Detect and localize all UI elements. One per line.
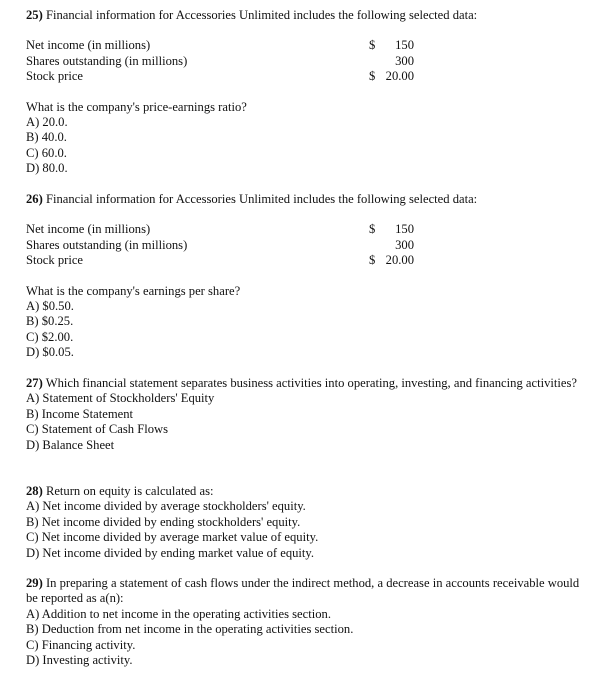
row-value: 150 — [395, 222, 414, 237]
table-row — [26, 238, 582, 253]
row-label: Net income (in millions) — [26, 38, 151, 53]
answer-option: B) $0.25. — [26, 314, 74, 329]
answer-option: A) Statement of Stockholders' Equity — [26, 391, 215, 406]
question-28-options — [26, 499, 582, 561]
question-27-options — [26, 391, 582, 453]
question-27-text: Which financial statement separates business activities into operating, investing, and financing activities? — [42, 376, 577, 390]
question-26-prompt: What is the company's earnings per share? — [26, 283, 241, 298]
question-26-number: 26) — [26, 192, 43, 206]
row-currency: $ — [369, 253, 376, 268]
row-label: Net income (in millions) — [26, 222, 151, 237]
answer-option: A) $0.50. — [26, 298, 74, 313]
question-25-options — [26, 115, 582, 177]
question-27-stem — [26, 376, 582, 391]
table-row — [26, 222, 582, 237]
question-25-number: 25) — [26, 8, 43, 22]
question-25-data-table — [26, 38, 582, 84]
question-29 — [26, 576, 582, 668]
answer-option: C) Financing activity. — [26, 637, 136, 652]
question-27-number: 27) — [26, 376, 43, 390]
row-label: Stock price — [26, 69, 84, 84]
answer-option: C) $2.00. — [26, 329, 74, 344]
question-27 — [26, 376, 582, 453]
question-29-text: In preparing a statement of cash flows under the indirect method, a decrease in accounts receivable would be reported as a(n): — [26, 576, 580, 606]
table-row — [26, 69, 582, 84]
question-26-options — [26, 299, 582, 361]
table-row — [26, 54, 582, 69]
question-26-stem — [26, 192, 582, 207]
row-currency: $ — [369, 38, 376, 53]
answer-option: C) Net income divided by average market value of equity. — [26, 530, 319, 545]
question-25 — [26, 8, 582, 177]
answer-option: B) Income Statement — [26, 406, 134, 421]
row-value: 300 — [395, 53, 414, 68]
answer-option: C) Statement of Cash Flows — [26, 422, 169, 437]
question-28 — [26, 484, 582, 561]
question-28-stem — [26, 484, 582, 499]
question-25-stem — [26, 8, 582, 23]
answer-option: B) Deduction from net income in the operating activities section. — [26, 622, 354, 637]
question-25-prompt: What is the company's price-earnings ratio? — [26, 99, 247, 114]
row-label: Shares outstanding (in millions) — [26, 237, 188, 252]
question-29-number: 29) — [26, 576, 43, 590]
question-28-number: 28) — [26, 484, 43, 498]
answer-option: C) 60.0. — [26, 145, 67, 160]
row-currency: $ — [369, 222, 376, 237]
answer-option: B) 40.0. — [26, 130, 67, 145]
question-26-text: Financial information for Accessories Unlimited includes the following selected data: — [42, 192, 478, 206]
answer-option: B) Net income divided by ending stockholders' equity. — [26, 514, 301, 529]
row-label: Stock price — [26, 253, 84, 268]
answer-option: D) Balance Sheet — [26, 437, 115, 452]
table-row — [26, 38, 582, 53]
row-value: 150 — [395, 38, 414, 53]
table-row — [26, 253, 582, 268]
question-25-text: Financial information for Accessories Unlimited includes the following selected data: — [42, 8, 478, 22]
row-value: 20.00 — [385, 69, 414, 84]
answer-option: A) Net income divided by average stockholders' equity. — [26, 499, 306, 514]
question-26 — [26, 192, 582, 361]
answer-option: D) $0.05. — [26, 345, 74, 360]
answer-option: A) 20.0. — [26, 114, 68, 129]
answer-option: A) Addition to net income in the operating activities section. — [26, 606, 331, 621]
row-label: Shares outstanding (in millions) — [26, 53, 188, 68]
answer-option: D) Investing activity. — [26, 653, 133, 668]
question-26-data-table — [26, 222, 582, 268]
row-value: 20.00 — [385, 253, 414, 268]
question-29-options — [26, 607, 582, 669]
question-29-stem — [26, 576, 582, 607]
row-value: 300 — [395, 237, 414, 252]
row-currency: $ — [369, 69, 376, 84]
question-28-text: Return on equity is calculated as: — [42, 484, 214, 498]
answer-option: D) Net income divided by ending market value of equity. — [26, 545, 315, 560]
answer-option: D) 80.0. — [26, 161, 68, 176]
